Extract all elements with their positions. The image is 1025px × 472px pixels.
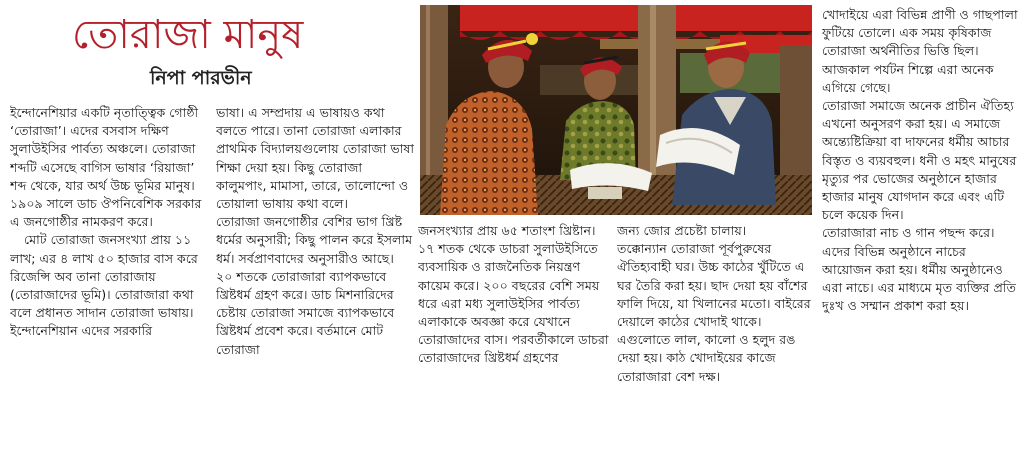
article-column-1 xyxy=(10,104,210,468)
article-column-2 xyxy=(216,104,414,468)
paragraph: ভাষা। এ সম্প্রদায় এ ভাষায়ও কথা বলতে পারে। তানা তোরাজা এলাকার প্রাথমিক বিদ্যালয়গুলোয় তোরাজা ভাষা শিক্ষা দেয়া হয়। কিছু তোরাজা কালুমপাং, মামাসা, তারে, তালোন্দো ও তোয়ালা ভাষায় কথা বলে। xyxy=(216,105,414,212)
paragraph: ইন্দোনেশিয়ার একটি নৃতাত্ত্বিক গোষ্ঠী ‘তোরাজা’। এদের বসবাস দক্ষিণ সুলাউইসির পার্বত্য অঞ্চলে। তোরাজা শব্দটি এসেছে বাগিস ভাষার ‘রিয়াজা’ শব্দ থেকে, যার অর্থ উচ্চ ভূমির মানুষ। ১৯০৯ সালে ডাচ ঔপনিবেশিক সরকার এ জনগোষ্ঠীর নামকরণ করে। xyxy=(10,105,202,230)
paragraph: জনসংখ্যার প্রায় ৬৫ শতাংশ খ্রিষ্টান। xyxy=(418,223,596,238)
photo-toraja-men-icon xyxy=(420,5,812,215)
paragraph: তক্কোন্যান তোরাজা পূর্বপুরুষের ঐতিহ্যবাহী ঘর। উচ্চ কাঠের খুঁটিতে এ ঘর তৈরি করা হয়। ছাদ দেয়া হয় বাঁশের ফালি দিয়ে, যা খিলানের মতো। বাইরের দেয়ালে কাঠের খোদাই থাকে। এগুলোতে লাল, কালো ও হলুদ রঙ দেয়া হয়। কাঠ খোদাইয়ের কাজে তোরাজারা বেশ দক্ষ। xyxy=(617,241,811,384)
paragraph: তোরাজারা নাচ ও গান পছন্দ করে। এদের বিভিন্ন অনুষ্ঠানে নাচের আয়োজন করা হয়। ধর্মীয় অনুষ্ঠানেও এরা নাচে। এর মাধ্যমে মৃত ব্যক্তির প্রতি দুঃখ ও সম্মান প্রকাশ করা হয়। xyxy=(822,225,1016,314)
article-column-5 xyxy=(822,6,1018,468)
paragraph: ১৭ শতক থেকে ডাচরা সুলাউইসিতে ব্যবসায়িক ও রাজনৈতিক নিয়ন্ত্রণ কায়েম করে। ২০০ বছরের বেশি সময় ধরে এরা মধ্য সুলাউইসির পার্বত্য এলাকাকে অবজ্ঞা করে যেখানে তোরাজাদের বাস। পরবর্তীকালে ডাচরা তোরাজাদের খ্রিষ্টধর্ম গ্রহণের xyxy=(418,241,609,366)
paragraph: তোরাজা জনগোষ্ঠীর বেশির ভাগ খ্রিষ্ট ধর্মের অনুসারী; কিছু পালন করে ইসলাম ধর্ম। সর্বপ্রাণবাদের অনুসারীও আছে। ২০ শতকে তোরাজারা ব্যাপকভাবে খ্রিষ্টধর্ম গ্রহণ করে। ডাচ মিশনারিদের চেষ্টায় তোরাজা সমাজে ব্যাপকভাবে খ্রিষ্টধর্ম প্রবেশ করে। বর্তমানে মোট তোরাজা xyxy=(216,214,413,357)
article-title: তোরাজা মানুষ xyxy=(72,12,304,58)
paragraph: খোদাইয়ে এরা বিভিন্ন প্রাণী ও গাছপালা ফুটিয়ে তোলে। এক সময় কৃষিকাজ তোরাজা অর্থনীতির ভিত্তি ছিল। আজকাল পর্যটন শিল্পে এরা অনেক এগিয়ে গেছে। xyxy=(822,7,1018,95)
paragraph: মোট তোরাজা জনসংখ্যা প্রায় ১১ লাখ; এর ৪ লাখ ৫০ হাজার বাস করে রিজেন্সি অব তানা তোরাজায় (তোরাজাদের ভূমি)। তোরাজারা কথা বলে প্রধানত সাদান তোরাজা ভাষায়। ইন্দোনেশিয়ান এদের সরকারি xyxy=(10,232,198,339)
article-photo xyxy=(420,5,812,215)
article-column-4 xyxy=(617,222,813,468)
paragraph: তোরাজা সমাজে অনেক প্রাচীন ঐতিহ্য এখনো অনুসরণ করা হয়। এ সমাজে অন্ত্যেষ্টিক্রিয়া বা দাফনের ধর্মীয় আচার বিস্তৃত ও ব্যয়বহুল। ধনী ও মহৎ মানুষের মৃত্যুর পর ভোজের অনুষ্ঠানে হাজার হাজার মানুষ যোগদান করে এবং এটি চলে কয়েক দিন। xyxy=(822,98,1017,223)
article-column-3 xyxy=(418,222,612,468)
article-author: নিপা পারভীন xyxy=(150,67,252,89)
paragraph: জন্য জোর প্রচেষ্টা চালায়। xyxy=(617,223,747,238)
